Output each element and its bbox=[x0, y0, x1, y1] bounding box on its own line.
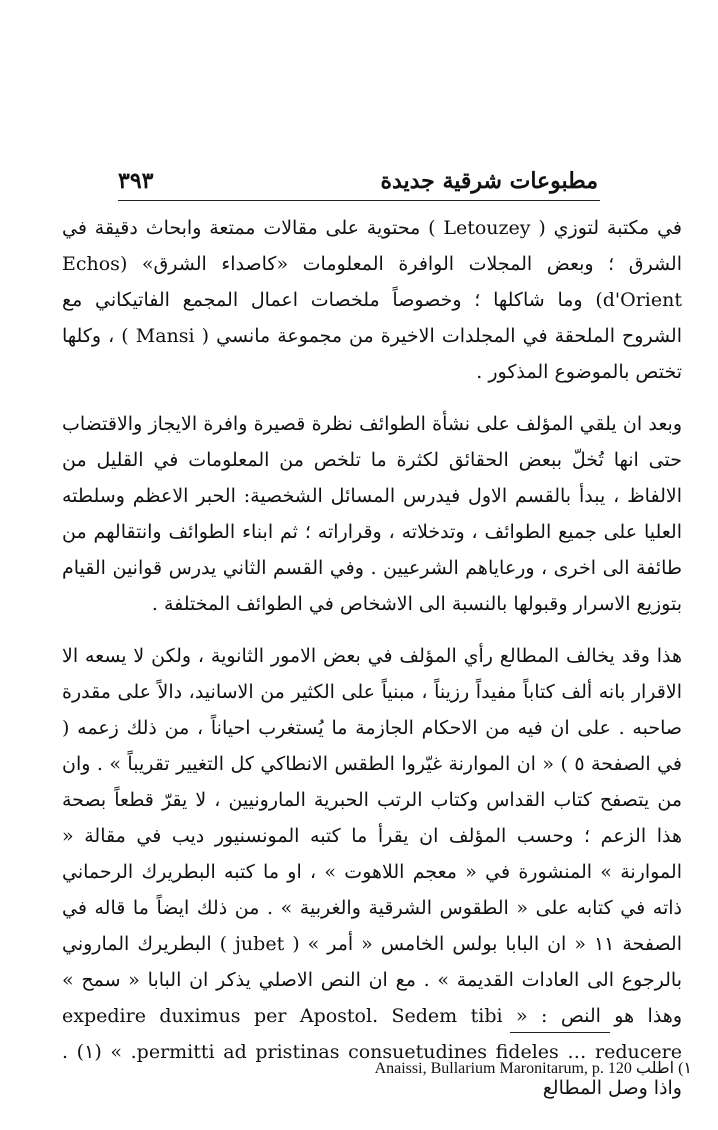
body-text bbox=[62, 210, 682, 1106]
running-title: مطبوعات شرقية جديدة bbox=[380, 168, 598, 194]
paragraph-3: هذا وقد يخالف المطالع رأي المؤلف في بعض الامور الثانوية ، ولكن لا يسعه الا الاقرار بانه ألف كتاباً مفيداً رزيناً ، مبنياً على الكثير من الاسانيد، دالاً على مقدرة صاحبه . على ان فيه من الاحكام الجازمة ما يُستغرب احياناً ، من ذلك زعمه ( في الصفحة ٥ ) « ان الموارنة غيّروا الطقس الانطاكي كل التغيير تقريباً » . وان من يتصفح كتاب القداس وكتاب الرتب الحبرية المارونيين ، لا يقرّ قطعاً بصحة هذا الزعم ؛ وحسب المؤلف ان يقرأ ما كتبه المونسنيور ديب في مقالة « الموارنة » المنشورة في « معجم اللاهوت » ، او ما كتبه البطريرك الرحماني ذاته في كتابه على « الطقوس الشرقية والغربية » . من ذلك ايضاً ما قاله في الصفحة ١١ « ان البابا بولس الخامس « أمر » ( jubet ) البطريرك الماروني بالرجوع الى العادات القديمة » . مع ان النص الاصلي يذكر ان البابا « سمح » وهذا هو النص : « expedire duximus per Apostol. Sedem tibi permitti ad pristinas consuetudines fideles … reducere. » (١) . واذا وصل المطالع bbox=[62, 645, 682, 1099]
paragraph-1: في مكتبة لتوزي ( Letouzey ) محتوية على مقالات ممتعة وابحاث دقيقة في الشرق ؛ وبعض المجلات الوافرة المعلومات «كاصداء الشرق» (Echos d'Orient) وما شاكلها ؛ وخصوصاً ملخصات اعمال المجمع الفاتيكاني مع الشروح الملحقة في المجلدات الاخيرة من مجموعة مانسي ( Mansi ) ، وكلها تختص بالموضوع المذكور . bbox=[62, 217, 682, 383]
header-rule bbox=[118, 200, 600, 201]
paragraph-2: وبعد ان يلقي المؤلف على نشأة الطوائف نظرة قصيرة وافرة الايجاز والاقتضاب حتى انها تُخلّ ببعض الحقائق لكثرة ما تلخص من المعلومات في القليل من الالفاظ ، يبدأ بالقسم الاول فيدرس المسائل الشخصية: الحبر الاعظم وسلطته العليا على جميع الطوائف ، وتدخلاته ، وقراراته ؛ ثم ابناء الطوائف وانتقالهم من طائفة الى اخرى ، ورعاياهم الشرعيين . وفي القسم الثاني يدرس قوانين القيام بتوزيع الاسرار وقبولها بالنسبة الى الاشخاص في الطوائف المختلفة . bbox=[62, 413, 682, 615]
page-number: ٣٩٣ bbox=[118, 168, 154, 194]
footnote: ١) اطلب Anaissi, Bullarium Maronitarum, p. 120 bbox=[374, 1060, 692, 1077]
page-header bbox=[118, 168, 598, 202]
footnote-rule bbox=[510, 1032, 610, 1033]
paragraph-gap bbox=[62, 390, 682, 406]
paragraph-gap bbox=[62, 622, 682, 638]
